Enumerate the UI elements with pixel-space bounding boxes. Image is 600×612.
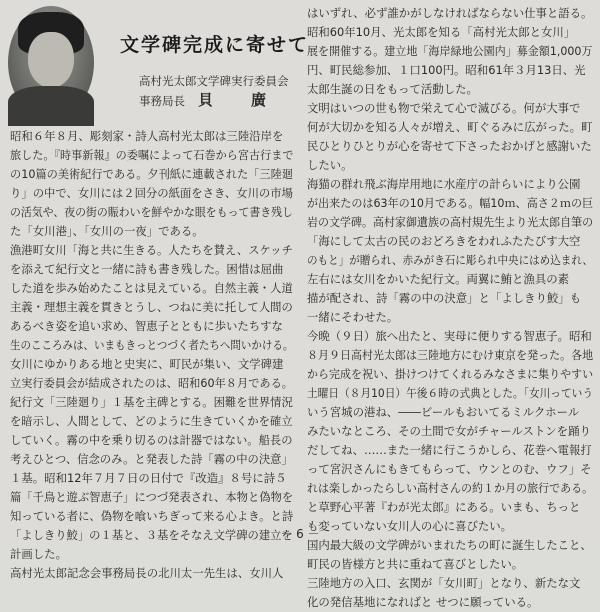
- text-line: た「女川港」、「女川の一夜」である。: [10, 224, 204, 238]
- text-line: はいずれ、必ず誰かがしなければならない仕事と語る。: [307, 6, 593, 20]
- article-title: 文学碑完成に寄せて: [120, 34, 310, 56]
- text-line: の活気や、夜の街の賑わいを鮮やかな眼をもって書き残し: [10, 205, 293, 219]
- text-line: 岩の文学碑。高村家御遺族の高村規先生より光太郎自筆の: [307, 215, 594, 229]
- text-line: り」の中で、女川には２回分の紙面をさき、女川の市場: [10, 186, 293, 200]
- text-line: が出来たのは63年の10月である。幅10ｍ、高さ２ｍの巨: [307, 196, 594, 210]
- text-line: 「海にして太古の民のおどろきをわれふたたびす大空: [307, 234, 581, 248]
- text-line: 町民の皆様方と共に重ねて喜びとしたい。: [307, 557, 524, 571]
- text-line: と草野心平著『わが光太郎』にある。いまも、ちっと: [307, 500, 581, 514]
- text-line: していく。霧の中を乗り切るのは計器ではない。船長の: [10, 433, 293, 447]
- text-line: 女川にゆかりある地と史実に、町民が集い、文学碑建: [10, 357, 284, 371]
- text-line: 立実行委員会が結成されたのは、昭和60年８月である。: [10, 376, 293, 390]
- byline-organization: 高村光太郎文学碑実行委員会: [139, 74, 289, 88]
- text-line: 太郎生誕の日をもって活動した。: [307, 82, 478, 96]
- text-line: １基。昭和12年７月７日の日付で『改造』８号に詩５: [10, 471, 287, 485]
- text-line: から完成を祝い、掛けつけてくれるみなさまに集りやすい: [307, 367, 594, 381]
- text-line: 紀行文「三陸廻り」１基を主碑とする。困難を世界情況: [10, 395, 293, 409]
- text-line: 昭和60年10月、光太郎を知る「高村光太郎と女川」: [307, 25, 576, 39]
- text-line: の10篇の美術紀行である。夕刊紙に連載された「三陸廻: [10, 167, 293, 181]
- text-line: 篇「千鳥と遊ぶ智恵子」につづ発表され、本物と偽物を: [10, 490, 294, 504]
- text-line: 民ひとりひとりが心を寄せて下さったおかげと感謝いた: [307, 139, 592, 153]
- text-line: 国内最大級の文学碑がいまれたちの町に誕生したこと、: [307, 538, 592, 552]
- text-line: 生のこころみは、いまもきっとつづく者たちへ問いかける。: [10, 338, 294, 352]
- text-line: だしてね、……また一緒に行こうかしら、花巻へ電報打: [307, 443, 592, 457]
- text-line: 主義・理想主義を貫きとうし、つねに美に托して人間の: [10, 300, 293, 314]
- text-line: れは楽しかったらしい高村さんの約１か月の旅行である。: [307, 481, 594, 495]
- text-line: いう宮城の港ね、――ビールもおいてるミルクホール: [307, 405, 580, 419]
- text-line: 左右には女川をかいた紀行文。両翼に鮪と漁具の素: [307, 272, 569, 286]
- text-line: を暗示し、人間として、どのように生きていくかを確立: [10, 414, 293, 428]
- text-line: 円、町民総参加、１口100円。昭和61年３月13日、光: [307, 63, 586, 77]
- text-line: したい。: [307, 158, 353, 172]
- text-line: 高村光太郎記念会事務局長の北川太一先生は、女川人: [10, 566, 284, 580]
- text-line: 三陸地方の入口、玄関が「女川町」となり、新たな文: [307, 576, 581, 590]
- text-line: って宮沢さんにもきてもらって、ウンとのむ、ウフ」そ: [307, 462, 592, 476]
- text-line: 「よしきり鮫」の１基と、３基をそなえ文学碑の建立を: [10, 528, 293, 542]
- text-line: 知っている者に、偽物を喰いちぎって来る心よき。と詩: [10, 509, 294, 523]
- byline-role: 事務局長: [139, 94, 185, 108]
- author-portrait-photo: [8, 6, 94, 119]
- text-line: 昭和６年８月、彫刻家・詩人高村光太郎は三陸沿岸を: [10, 129, 284, 143]
- text-line: のもと」が贈られ、赤みがき石に彫られ中央にはめ込まれ、: [307, 253, 594, 267]
- text-line: 計画した。: [10, 547, 67, 561]
- text-line: みたいなところ、その土間で女がチャールストンを踊り: [307, 424, 591, 438]
- text-line: 漁港町女川「海と共に生きる。人たちを賛え、スケッチ: [10, 243, 293, 257]
- text-line: も変っていない女川人の心に喜びたい。: [307, 519, 513, 533]
- page-number: － 6 －: [280, 527, 320, 541]
- text-line: 海猫の群れ飛ぶ海岸用地に水産庁の計らいにより公園: [307, 177, 581, 191]
- text-line: 今晩（９日）旅へ出たと、実母に便りする智恵子。昭和: [307, 329, 592, 343]
- text-line: 何が大切かを知る人々が増え、町ぐるみに広がった。町: [307, 120, 593, 134]
- text-line: 考えひとつ、信念のみ。と発表した詩「霧の中の決意」: [10, 452, 293, 466]
- text-line: 一緒にそわせた。: [307, 310, 399, 324]
- text-line: 土曜日（８月10日）午後６時の式典とした。「女川っていう: [307, 386, 594, 400]
- text-line: した道を歩み始めたことは見えている。自然主義・人道: [10, 281, 293, 295]
- text-line: 描が配され、詩「霧の中の決意」と「よしきり鮫」も: [307, 291, 582, 305]
- text-line: あるべき姿を追い求め、智恵子とともに歩いたちすな: [10, 319, 283, 333]
- text-line: 文明はいつの世も物で栄えて心で滅びる。何が大事で: [307, 101, 581, 115]
- text-line: 旅した。『時事新報』の委嘱によって石巻から宮古行まで: [10, 148, 294, 162]
- author-name: 貝廣: [198, 91, 305, 109]
- text-line: 展を開催する。建立地「海岸緑地公園内」募金額1,000万: [307, 44, 593, 58]
- text-line: を添えて紀行文と一緒に詩も書き残した。困惜は屈曲: [10, 262, 284, 276]
- text-line: 化の発信基地になればと せつに願っている。: [307, 595, 539, 609]
- text-line: ８月９日高村光太郎は三陸地方にむけ東京を発った。各地: [307, 348, 594, 362]
